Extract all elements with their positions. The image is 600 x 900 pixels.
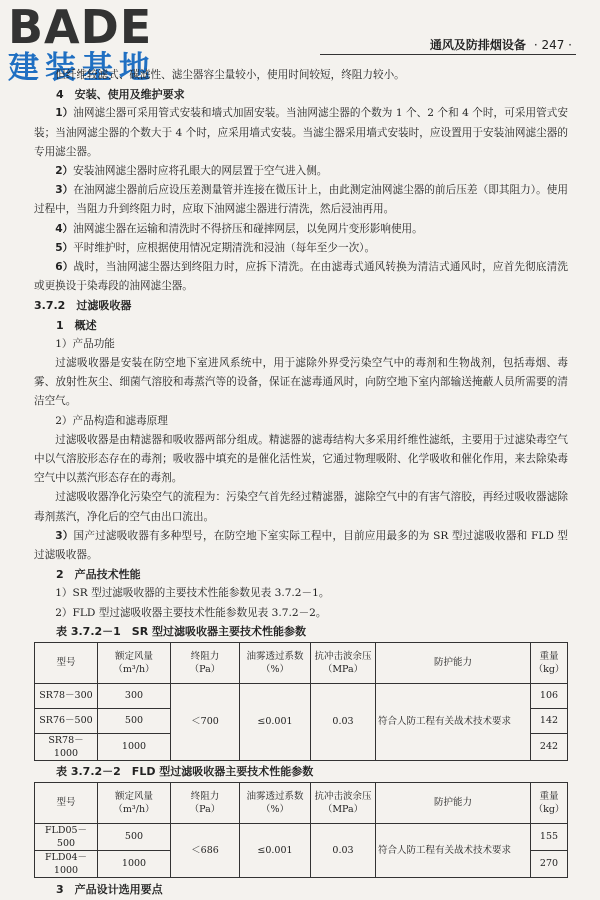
logo-subtitle: 建装基地	[8, 50, 156, 86]
logo-wordmark: BADE	[8, 0, 153, 54]
chapter-title: 通风及防排烟设备	[429, 38, 526, 52]
subsection-heading: 2 产品技术性能	[56, 568, 141, 582]
table-header: 抗冲击波余压 （MPa）	[311, 642, 376, 683]
table-header: 型号	[35, 642, 98, 683]
table-row	[35, 823, 568, 850]
table-header: 额定风量 （m³/h）	[98, 642, 171, 683]
paragraph: 但纤维较滤式、碳滤性、滤尘器容尘量较小，使用时间较短，终阻力较小。	[55, 69, 405, 81]
table-cell: FLD05－500	[35, 823, 98, 850]
table-cell: 270	[531, 850, 568, 877]
paragraph: 过滤吸收器是安装在防空地下室进风系统中，用于滤除外界受污染空气中的毒剂和生物战剂，包括毒烟、毒雾、放射性灰尘、细菌气溶胶和毒蒸汽等的设备，保证在滤毒通风时，向防空地下室内部输送掩蔽人员所需要的清洁空气。	[34, 357, 568, 408]
paragraph: 2）FLD 型过滤吸收器主要技术性能参数见表 3.7.2－2。	[55, 606, 327, 619]
table-cell: SR78－1000	[35, 733, 98, 760]
spec-table-sr	[34, 642, 568, 761]
table-caption: 表 3.7.2－2 FLD 型过滤吸收器主要技术性能参数	[56, 764, 314, 778]
table-header: 额定风量 （m³/h）	[98, 782, 171, 823]
table-header: 终阻力 （Pa）	[171, 642, 240, 683]
list-item: 1）油网滤尘器可采用管式安装和墙式加固安装。当油网滤尘器的个数为 1 个、2 个和 4 个时，可采用管式安装；当油网滤尘器的个数大于 4 个时，应采用墙式安装。当滤尘器采用墙式安装时，应设置用于安装油网滤尘器的专用滤尘器。	[34, 107, 568, 158]
header-rule	[320, 54, 576, 55]
list-item: 3）在油网滤尘器前后应设压差测量管并连接在微压计上，由此测定油网滤尘器的前后压差（即其阻力）。使用过程中，当阻力升到终阻力时，应取下油网滤尘器进行清洗，然后浸油再用。	[34, 184, 568, 216]
paragraph: 1）SR 型过滤吸收器的主要技术性能参数见表 3.7.2－1。	[55, 587, 330, 600]
table-cell: 1000	[98, 733, 171, 760]
list-item: 5）平时维护时，应根据使用情况定期清洗和浸油（每年至少一次）。	[55, 241, 376, 254]
section-heading: 4 安装、使用及维护要求	[56, 88, 185, 102]
subsection-heading: 2）产品构造和滤毒原理	[55, 414, 168, 427]
table-header: 油雾透过系数 （%）	[240, 782, 311, 823]
table-cell: 0.03	[311, 823, 376, 877]
table-cell: 符合人防工程有关战术技术要求	[376, 823, 531, 877]
table-cell: ＜686	[171, 823, 240, 877]
subsection-heading: 1 概述	[56, 318, 97, 332]
table-cell: SR76－500	[35, 708, 98, 733]
running-head	[430, 36, 572, 53]
table-header-row	[35, 782, 568, 823]
table-cell: 300	[98, 683, 171, 708]
page-content	[34, 66, 568, 899]
table-cell: 106	[531, 683, 568, 708]
paragraph: 过滤吸收器净化污染空气的流程为：污染空气首先经过精滤器，滤除空气中的有害气溶胶，再经过吸收器滤除毒剂蒸汽，净化后的空气由出口流出。	[34, 491, 568, 523]
table-header: 重量 （kg）	[531, 642, 568, 683]
table-cell: 142	[531, 708, 568, 733]
table-caption: 表 3.7.2－1 SR 型过滤吸收器主要技术性能参数	[56, 624, 307, 638]
table-header: 油雾透过系数 （%）	[240, 642, 311, 683]
table-header: 防护能力	[376, 642, 531, 683]
table-cell: FLD04－1000	[35, 850, 98, 877]
table-cell: 1000	[98, 850, 171, 877]
table-cell: 500	[98, 823, 171, 850]
table-header: 终阻力 （Pa）	[171, 782, 240, 823]
paragraph: 过滤吸收器是由精滤器和吸收器两部分组成。精滤器的滤毒结构大多采用纤维性滤纸，主要用于过滤染毒空气中以气溶胶形态存在的毒剂；吸收器中填充的是催化活性炭，它通过物理吸附、化学吸收和催化作用，来去除染毒空气中以蒸汽形态存在的毒剂。	[34, 433, 568, 485]
spec-table-fld	[34, 782, 568, 878]
table-header: 型号	[35, 782, 98, 823]
table-cell: 155	[531, 823, 568, 850]
table-header: 重量 （kg）	[531, 782, 568, 823]
table-cell: 符合人防工程有关战术技术要求	[376, 683, 531, 760]
subsection-heading: 1）产品功能	[55, 337, 115, 350]
table-header-row	[35, 642, 568, 683]
list-item: 6）战时，当油网滤尘器达到终阻力时，应拆下清洗。在由滤毒式通风转换为清洁式通风时，应首先彻底清洗或更换设于染毒段的油网滤尘器。	[34, 261, 569, 293]
table-row	[35, 683, 568, 708]
section-heading: 3.7.2 过滤吸收器	[34, 299, 132, 313]
list-item: 2）安装油网滤尘器时应将孔眼大的网层置于空气进入侧。	[55, 165, 328, 178]
table-cell: ≤0.001	[240, 683, 311, 760]
table-cell: 0.03	[311, 683, 376, 760]
subsection-heading: 3 产品设计选用要点	[56, 882, 163, 896]
table-cell: 242	[531, 733, 568, 760]
list-item: 3）国产过滤吸收器有多种型号，在防空地下室实际工程中，目前应用最多的为 SR 型过滤吸收器和 FLD 型过滤吸收器。	[34, 529, 568, 562]
table-header: 防护能力	[376, 782, 531, 823]
list-item: 4）油网滤尘器在运输和清洗时不得挤压和碰摔网层，以免网片变形影响使用。	[55, 222, 423, 235]
page-number: · 247 ·	[533, 38, 572, 52]
table-header: 抗冲击波余压 （MPa）	[311, 782, 376, 823]
table-cell: 500	[98, 708, 171, 733]
table-cell: ＜700	[171, 683, 240, 760]
table-cell: SR78－300	[35, 683, 98, 708]
table-cell: ≤0.001	[240, 823, 311, 877]
